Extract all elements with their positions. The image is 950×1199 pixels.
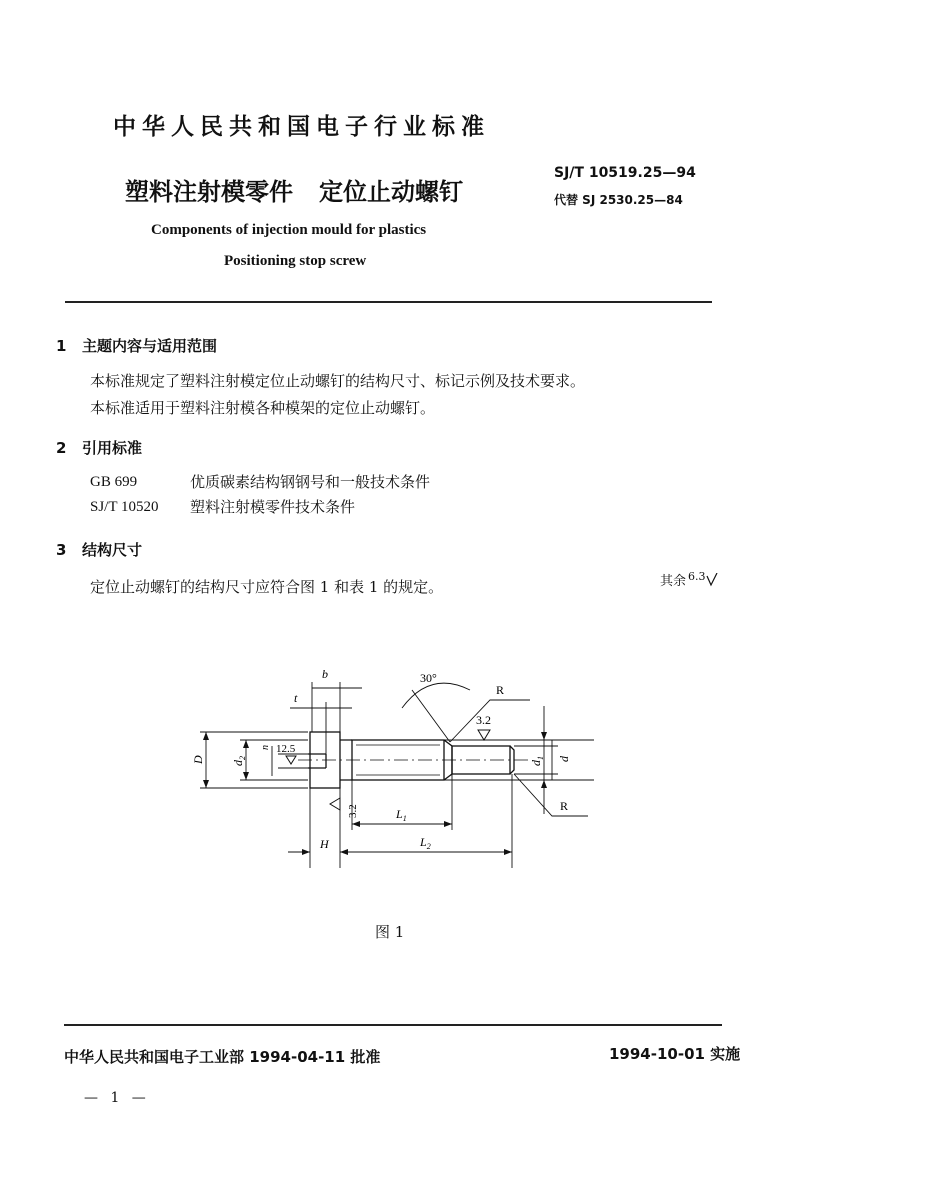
section-2-title: 引用标准 — [82, 439, 143, 457]
dim-b-lines — [312, 682, 362, 732]
label-d: d — [557, 756, 571, 762]
roughness-symbol-icon — [706, 573, 718, 587]
standard-number: SJ/T 10519.25—94 — [554, 165, 696, 181]
replaces-standard: 代替 SJ 2530.25—84 — [554, 193, 683, 207]
roughness-left-icon — [286, 756, 296, 764]
section-1-heading — [56, 335, 217, 356]
section-1-paragraph-2: 本标准适用于塑料注射模各种模架的定位止动螺钉。 — [90, 399, 436, 417]
dim-d2-lines — [240, 740, 308, 780]
label-d2-sub: 2 — [238, 756, 247, 760]
label-ra-bottom: 3.2 — [347, 804, 359, 818]
section-2-number: 2 — [56, 439, 67, 457]
label-d1-main: d — [529, 760, 543, 766]
section-2-heading — [56, 437, 142, 458]
roughness-bottom-icon — [330, 798, 340, 810]
label-d1 — [529, 756, 545, 766]
title-cn-part2: 定位止动螺钉 — [319, 178, 463, 206]
document-title-en-line1: Components of injection mould for plastics — [151, 222, 427, 238]
reference-title: 塑料注射模零件技术条件 — [190, 498, 356, 516]
label-L1-sub: 1 — [402, 814, 407, 823]
label-H: H — [320, 837, 329, 851]
page-number: — 1 — — [84, 1090, 150, 1106]
issuing-organization: 中华人民共和国电子行业标准 — [113, 114, 490, 140]
label-ra-left: 12.5 — [276, 743, 296, 755]
head-slot — [308, 754, 326, 768]
label-D: D — [191, 755, 205, 764]
label-n: n — [260, 745, 271, 750]
header-divider — [65, 301, 712, 303]
roughness-top-icon — [478, 730, 490, 740]
label-L1 — [395, 807, 407, 823]
section-3-heading — [56, 539, 142, 560]
figure-caption: 图 1 — [375, 923, 405, 941]
label-d1-sub: 1 — [536, 756, 545, 760]
angle-arc — [402, 683, 470, 708]
label-L1-main: L — [396, 807, 403, 821]
document-title-cn — [125, 172, 463, 207]
arrowheads-H — [302, 849, 310, 855]
dim-t-lines — [290, 702, 352, 754]
label-R-bottom: R — [560, 799, 569, 813]
label-d2 — [231, 756, 247, 766]
section-1-paragraph-1: 本标准规定了塑料注射模定位止动螺钉的结构尺寸、标记示例及技术要求。 — [90, 372, 586, 390]
label-L2 — [419, 835, 431, 851]
reference-code: SJ/T 10520 — [90, 499, 159, 515]
section-1-number: 1 — [56, 337, 67, 355]
reference-code: GB 699 — [90, 474, 138, 490]
label-L2-main: L — [420, 835, 427, 849]
implementation-date: 1994-10-01 实施 — [609, 1045, 741, 1063]
section-3-number: 3 — [56, 541, 67, 559]
roughness-note — [660, 570, 718, 589]
label-R-top: R — [496, 683, 505, 697]
label-L2-sub: 2 — [426, 842, 431, 851]
section-1-title: 主题内容与适用范围 — [82, 337, 218, 355]
label-b: b — [322, 667, 328, 681]
section-3-title: 结构尺寸 — [82, 541, 143, 559]
figure-1-drawing — [180, 650, 620, 895]
title-cn-part1: 塑料注射模零件 — [125, 178, 293, 206]
label-angle: 30° — [420, 671, 437, 685]
label-d2-main: d — [231, 760, 245, 766]
approval-note: 中华人民共和国电子工业部 1994-04-11 批准 — [64, 1048, 381, 1066]
angle-leader — [412, 690, 450, 742]
document-title-en-line2: Positioning stop screw — [224, 253, 367, 269]
roughness-note-value: 6.3 — [688, 570, 706, 583]
label-t: t — [294, 691, 298, 705]
footer-divider — [64, 1024, 722, 1026]
reference-title: 优质碳素结构钢钢号和一般技术条件 — [190, 473, 431, 491]
label-ra-top: 3.2 — [476, 713, 491, 727]
roughness-note-label: 其余 — [660, 574, 687, 589]
section-3-paragraph: 定位止动螺钉的结构尺寸应符合图 1 和表 1 的规定。 — [90, 578, 444, 596]
